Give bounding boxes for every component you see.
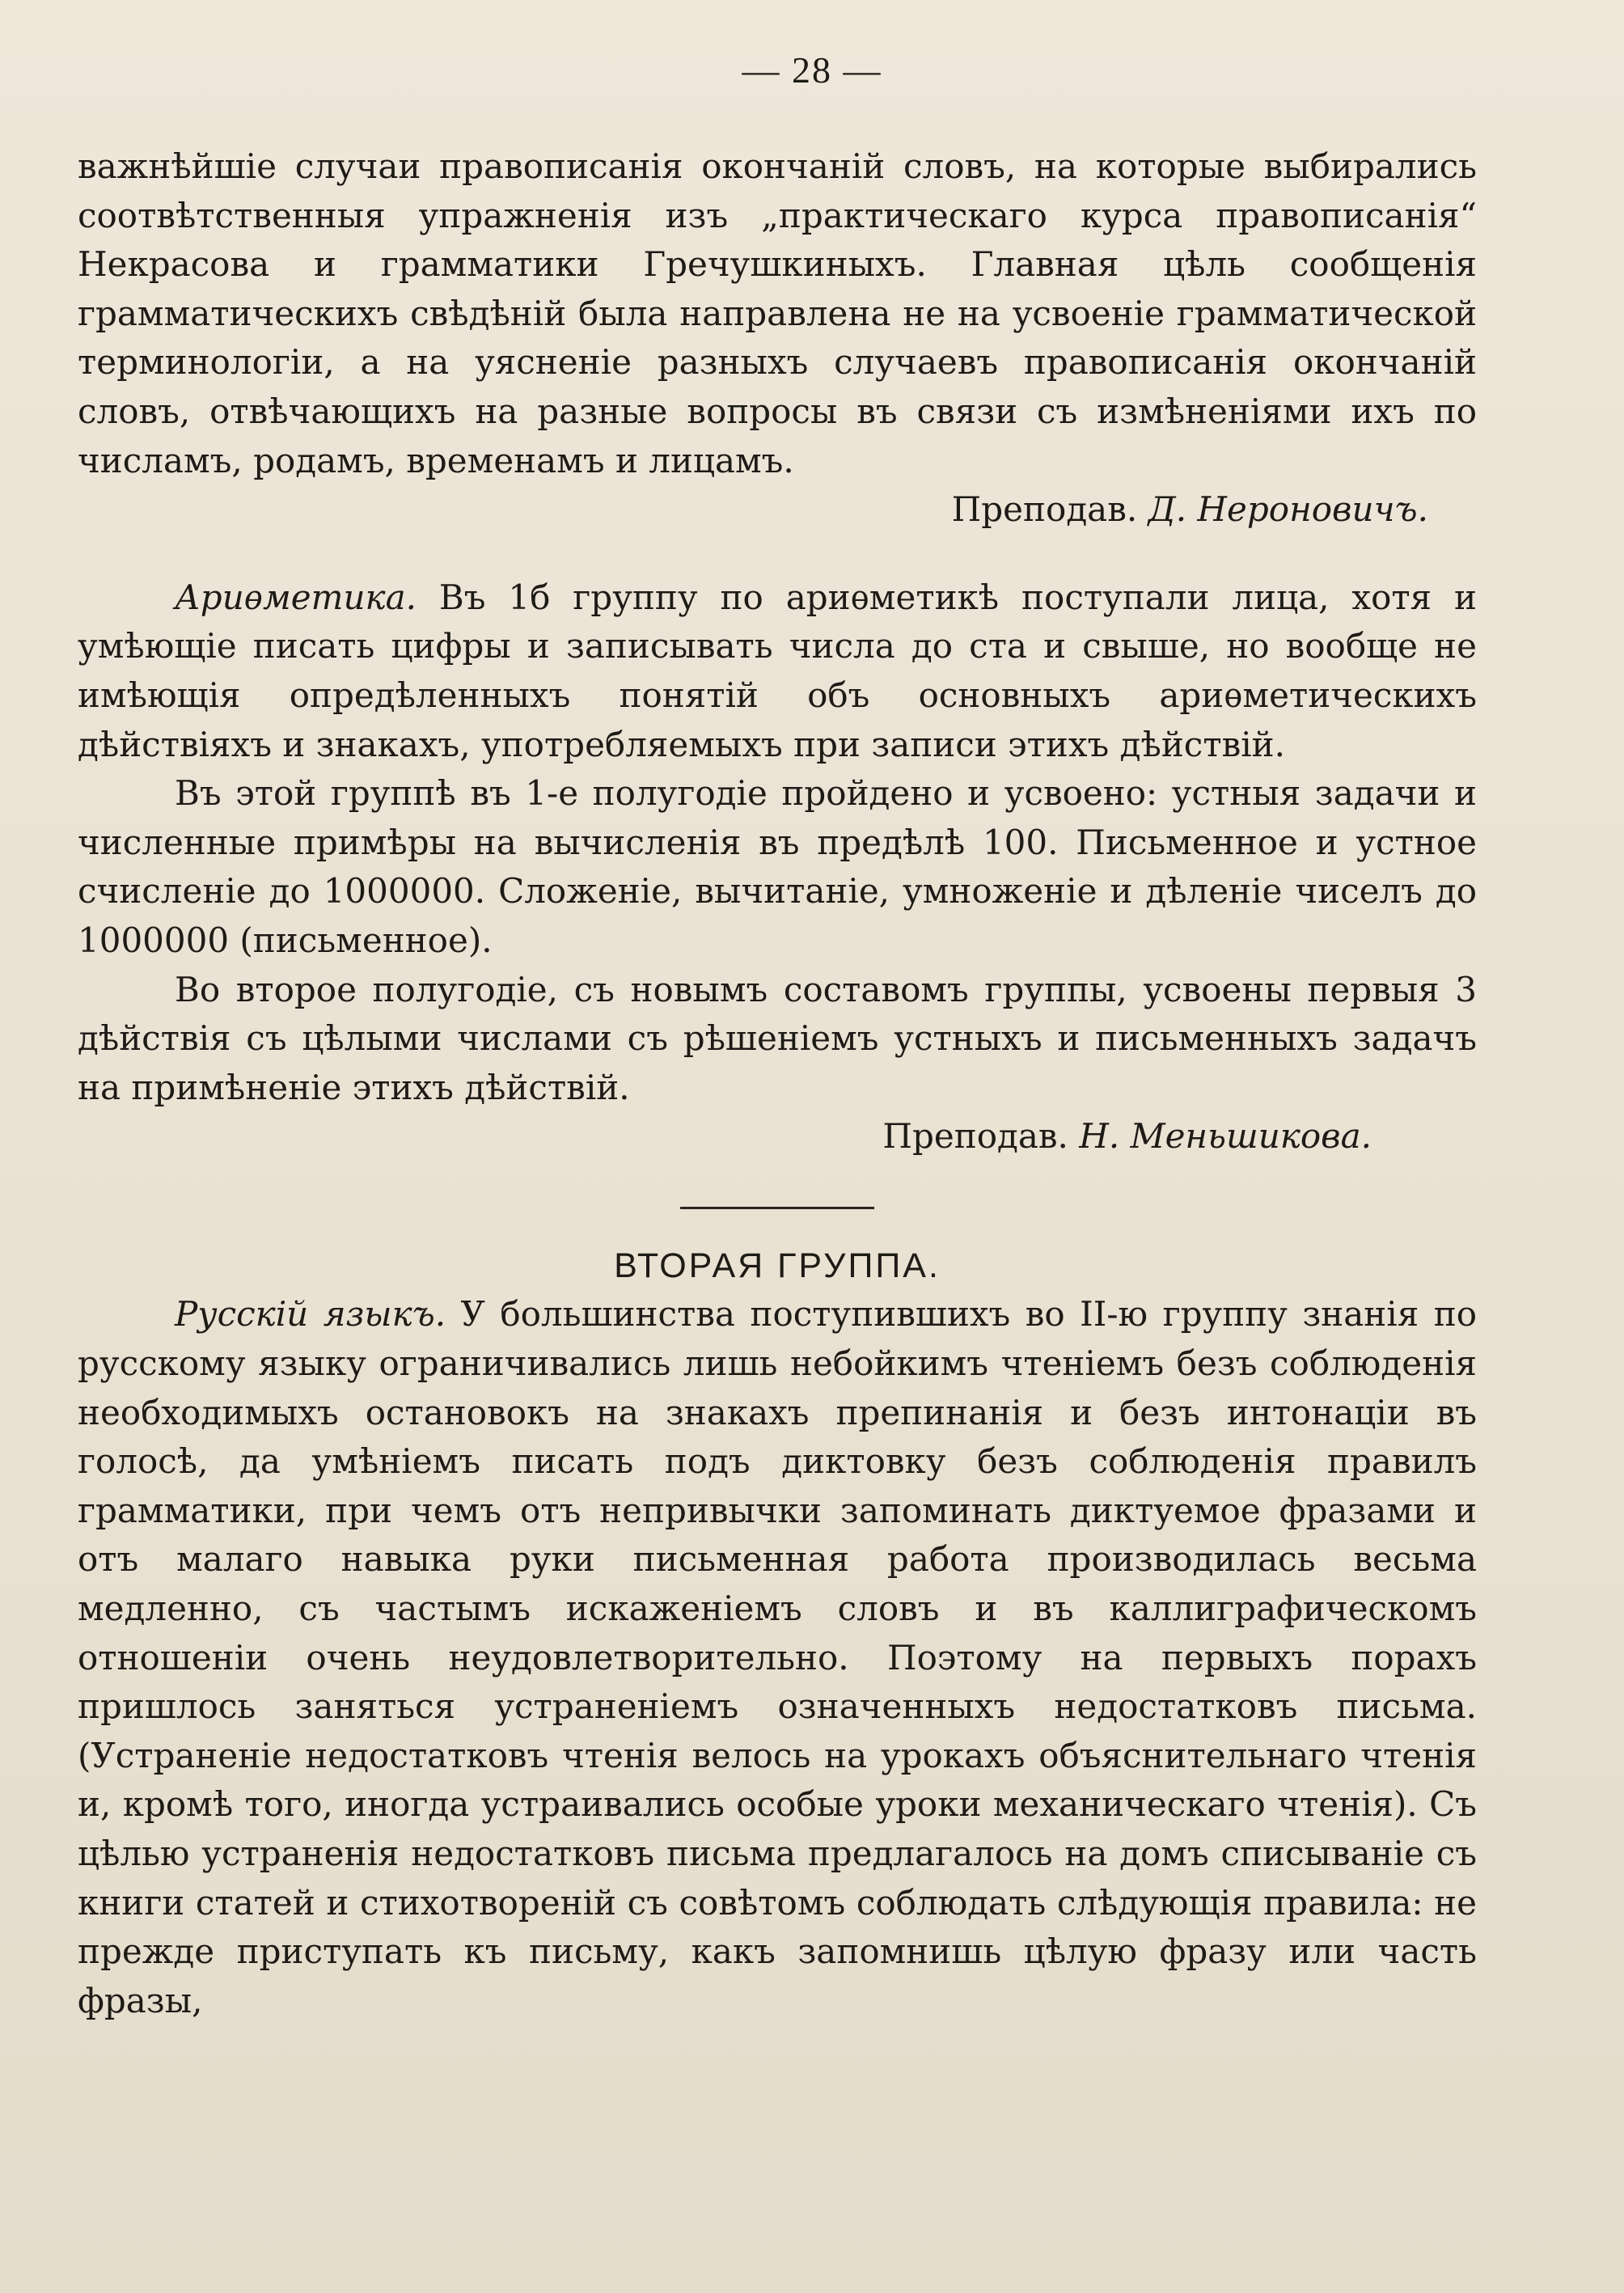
page-body	[78, 142, 1477, 2025]
section-title-russian: Русскій языкъ.	[175, 1294, 446, 1335]
signature-name: Д. Нероновичъ.	[1148, 489, 1428, 530]
section-title-arithmetic: Ариѳметика.	[175, 577, 417, 617]
paragraph-text: У большинства поступившихъ во II-ю группу знанія по русскому языку ограничивались лишь небойкимъ чтеніемъ безъ соблюденія необходимыхъ остановокъ на знакахъ препинанія и безъ интонаціи въ голосѣ, да умѣніемъ писать подъ диктовку безъ соблюденія правилъ грамматики, при чемъ отъ непривычки запоминать диктуемое фразами и отъ малаго навыка руки письменная работа производилась весьма медленно, съ частымъ искаженіемъ словъ и въ каллиграфическомъ отношеніи очень неудовлетворительно. Поэтому на первыхъ порахъ пришлось заняться устраненіемъ означенныхъ недостатковъ письма. (Устраненіе недостатковъ чтенія велось на урокахъ объяснительнаго чтенія и, кромѣ того, иногда устраивались особые уроки механическаго чтенія). Съ цѣлью устраненія недостатковъ письма предлагалось на домъ списываніе съ книги статей и стихотвореній съ совѣтомъ соблюдать слѣдующія правила: не прежде приступать къ письму, какъ запомнишь цѣлую фразу или часть фразы,	[78, 1294, 1477, 2020]
section-heading: ВТОРАЯ ГРУППА.	[614, 1246, 941, 1285]
section-divider	[680, 1207, 874, 1209]
paragraph-russian-language	[78, 1290, 1477, 2025]
signature-name: Н. Меньшикова.	[1079, 1116, 1372, 1157]
paragraph-grammar: важнѣйшіе случаи правописанія окончаній словъ, на которые выбирались соотвѣтственныя упражненія изъ „практическаго курса правописанія“ Некрасова и грамматики Гречушкиныхъ. Главная цѣль сообщенія грамматическихъ свѣдѣній была направлена не на усвоеніе грамматической терминологіи, а на уясненіе разныхъ случаевъ правописанія окончаній словъ, отвѣчающихъ на разные вопросы въ связи съ измѣненіями ихъ по числамъ, родамъ, временамъ и лицамъ.	[78, 146, 1477, 480]
signature-neronovich	[78, 485, 1477, 535]
paragraph-arithmetic-second-half: Во второе полугодіе, съ новымъ составомъ группы, усвоены первыя 3 дѣйствія съ цѣлыми числами съ рѣшеніемъ устныхъ и письменныхъ задачъ на примѣненіе этихъ дѣйствій.	[78, 969, 1477, 1107]
signature-prefix: Преподав.	[882, 1116, 1068, 1157]
paragraph-arithmetic-first-half: Въ этой группѣ въ 1-е полугодіе пройдено и усвоено: устныя задачи и численные примѣры на вычисленія въ предѣлѣ 100. Письменное и устное счисленіе до 1000000. Сложеніе, вычитаніе, умноженіе и дѣленіе чиселъ до 1000000 (письменное).	[78, 773, 1477, 960]
paragraph-text: Въ 1б группу по ариѳметикѣ поступали лица, хотя и умѣющіе писать цифры и записывать числа до ста и свыше, но вообще не имѣющія опредѣленныхъ понятій объ основныхъ ариѳметическихъ дѣйствіяхъ и знакахъ, употребляемыхъ при записи этихъ дѣйствій.	[78, 577, 1477, 764]
paragraph-arithmetic-intro	[78, 573, 1477, 769]
signature-prefix: Преподав.	[951, 489, 1138, 530]
page-number: — 28 —	[742, 49, 882, 91]
spacer	[78, 535, 1477, 573]
signature-menshikova	[78, 1112, 1477, 1161]
